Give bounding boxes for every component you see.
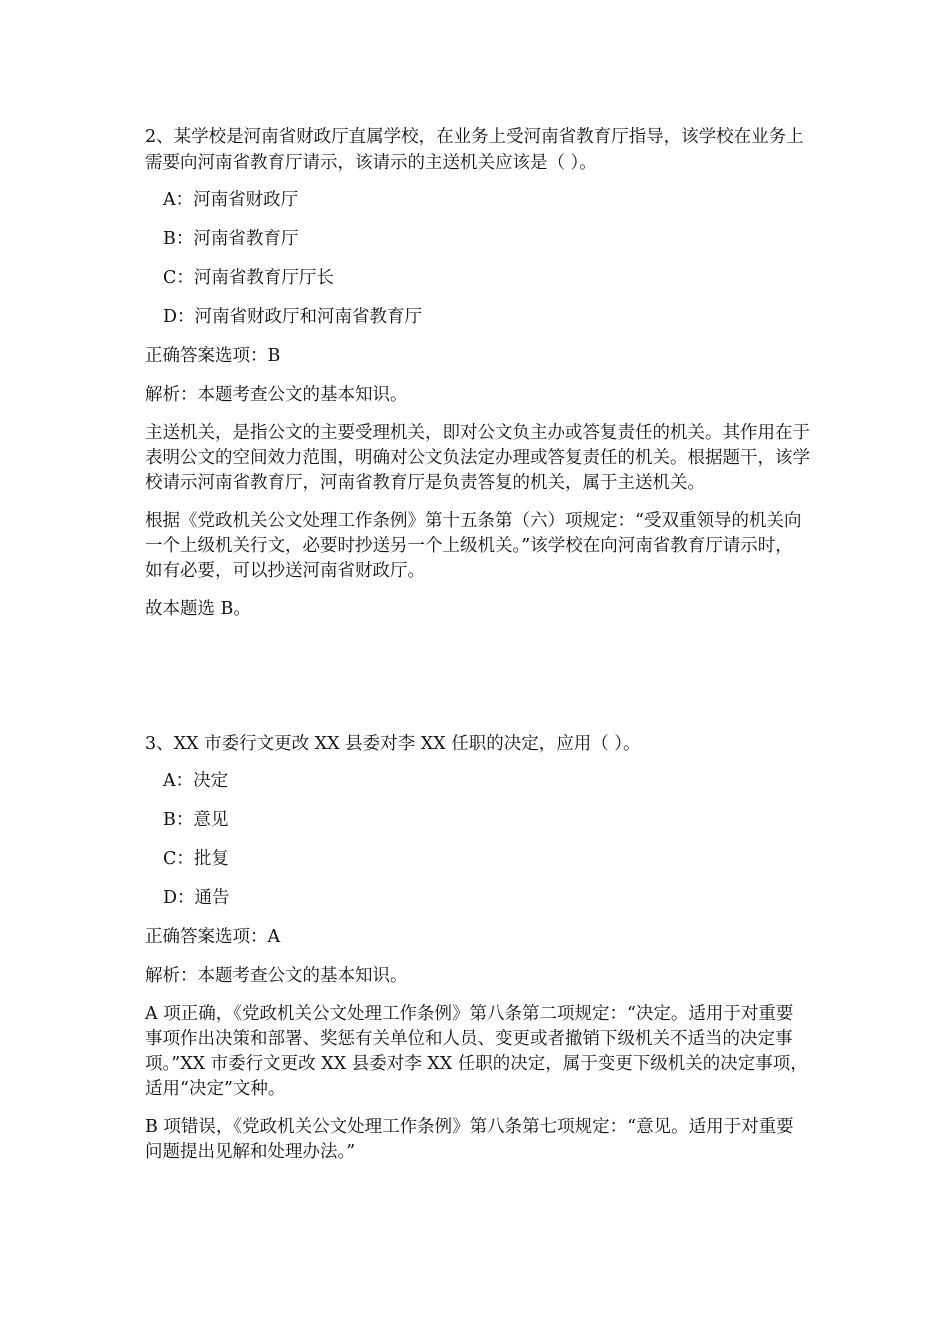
analysis-paragraph: A 项正确，《党政机关公文处理工作条例》第八条第二项规定：“决定。适用于对重要事项作出决策和部署、奖惩有关单位和人员、变更或者撤销下级机关不适当的决定事项。”XX 市委行文更改 XX 县委对李 XX 任职的决定，属于变更下级机关的决定事项，适用“决定”文种。 [145, 1004, 808, 1099]
option-b: B：意见 [163, 810, 229, 830]
option-d: D：河南省财政厅和河南省教育厅 [163, 307, 423, 327]
correct-answer: 正确答案选项：B [145, 346, 281, 366]
question-stem: 2、某学校是河南省财政厅直属学校，在业务上受河南省教育厅指导，该学校在业务上需要向河南省教育厅请示，该请示的主送机关应该是（ ）。 [145, 127, 804, 173]
analysis-paragraph: 主送机关，是指公文的主要受理机关，即对公文负主办或答复责任的机关。其作用在于表明公文的空间效力范围，明确对公文负法定办理或答复责任的机关。根据题干，该学校请示河南省教育厅，河南省教育厅是负责答复的机关，属于主送机关。 [145, 423, 810, 493]
option-b: B：河南省教育厅 [163, 229, 299, 249]
question-2 [145, 124, 810, 635]
option-c: C：批复 [163, 849, 229, 869]
analysis-paragraph: B 项错误，《党政机关公文处理工作条例》第八条第七项规定：“意见。适用于对重要问题提出见解和处理办法。” [145, 1117, 794, 1162]
conclusion-paragraph: 故本题选 B。 [145, 599, 251, 619]
option-a: A：河南省财政厅 [163, 190, 299, 210]
question-3 [145, 731, 810, 1178]
correct-answer: 正确答案选项：A [145, 927, 281, 947]
analysis-paragraph: 根据《党政机关公文处理工作条例》第十五条第（六）项规定：“受双重领导的机关向一个上级机关行文，必要时抄送另一个上级机关。”该学校在向河南省教育厅请示时，如有必要，可以抄送河南省财政厅。 [145, 511, 802, 581]
option-d: D：通告 [163, 888, 230, 908]
analysis-label: 解析：本题考查公文的基本知识。 [145, 966, 408, 986]
analysis-label: 解析：本题考查公文的基本知识。 [145, 385, 408, 405]
option-a: A：决定 [163, 771, 229, 791]
option-c: C：河南省教育厅厅长 [163, 268, 334, 288]
question-stem: 3、XX 市委行文更改 XX 县委对李 XX 任职的决定，应用（ ）。 [145, 734, 641, 754]
